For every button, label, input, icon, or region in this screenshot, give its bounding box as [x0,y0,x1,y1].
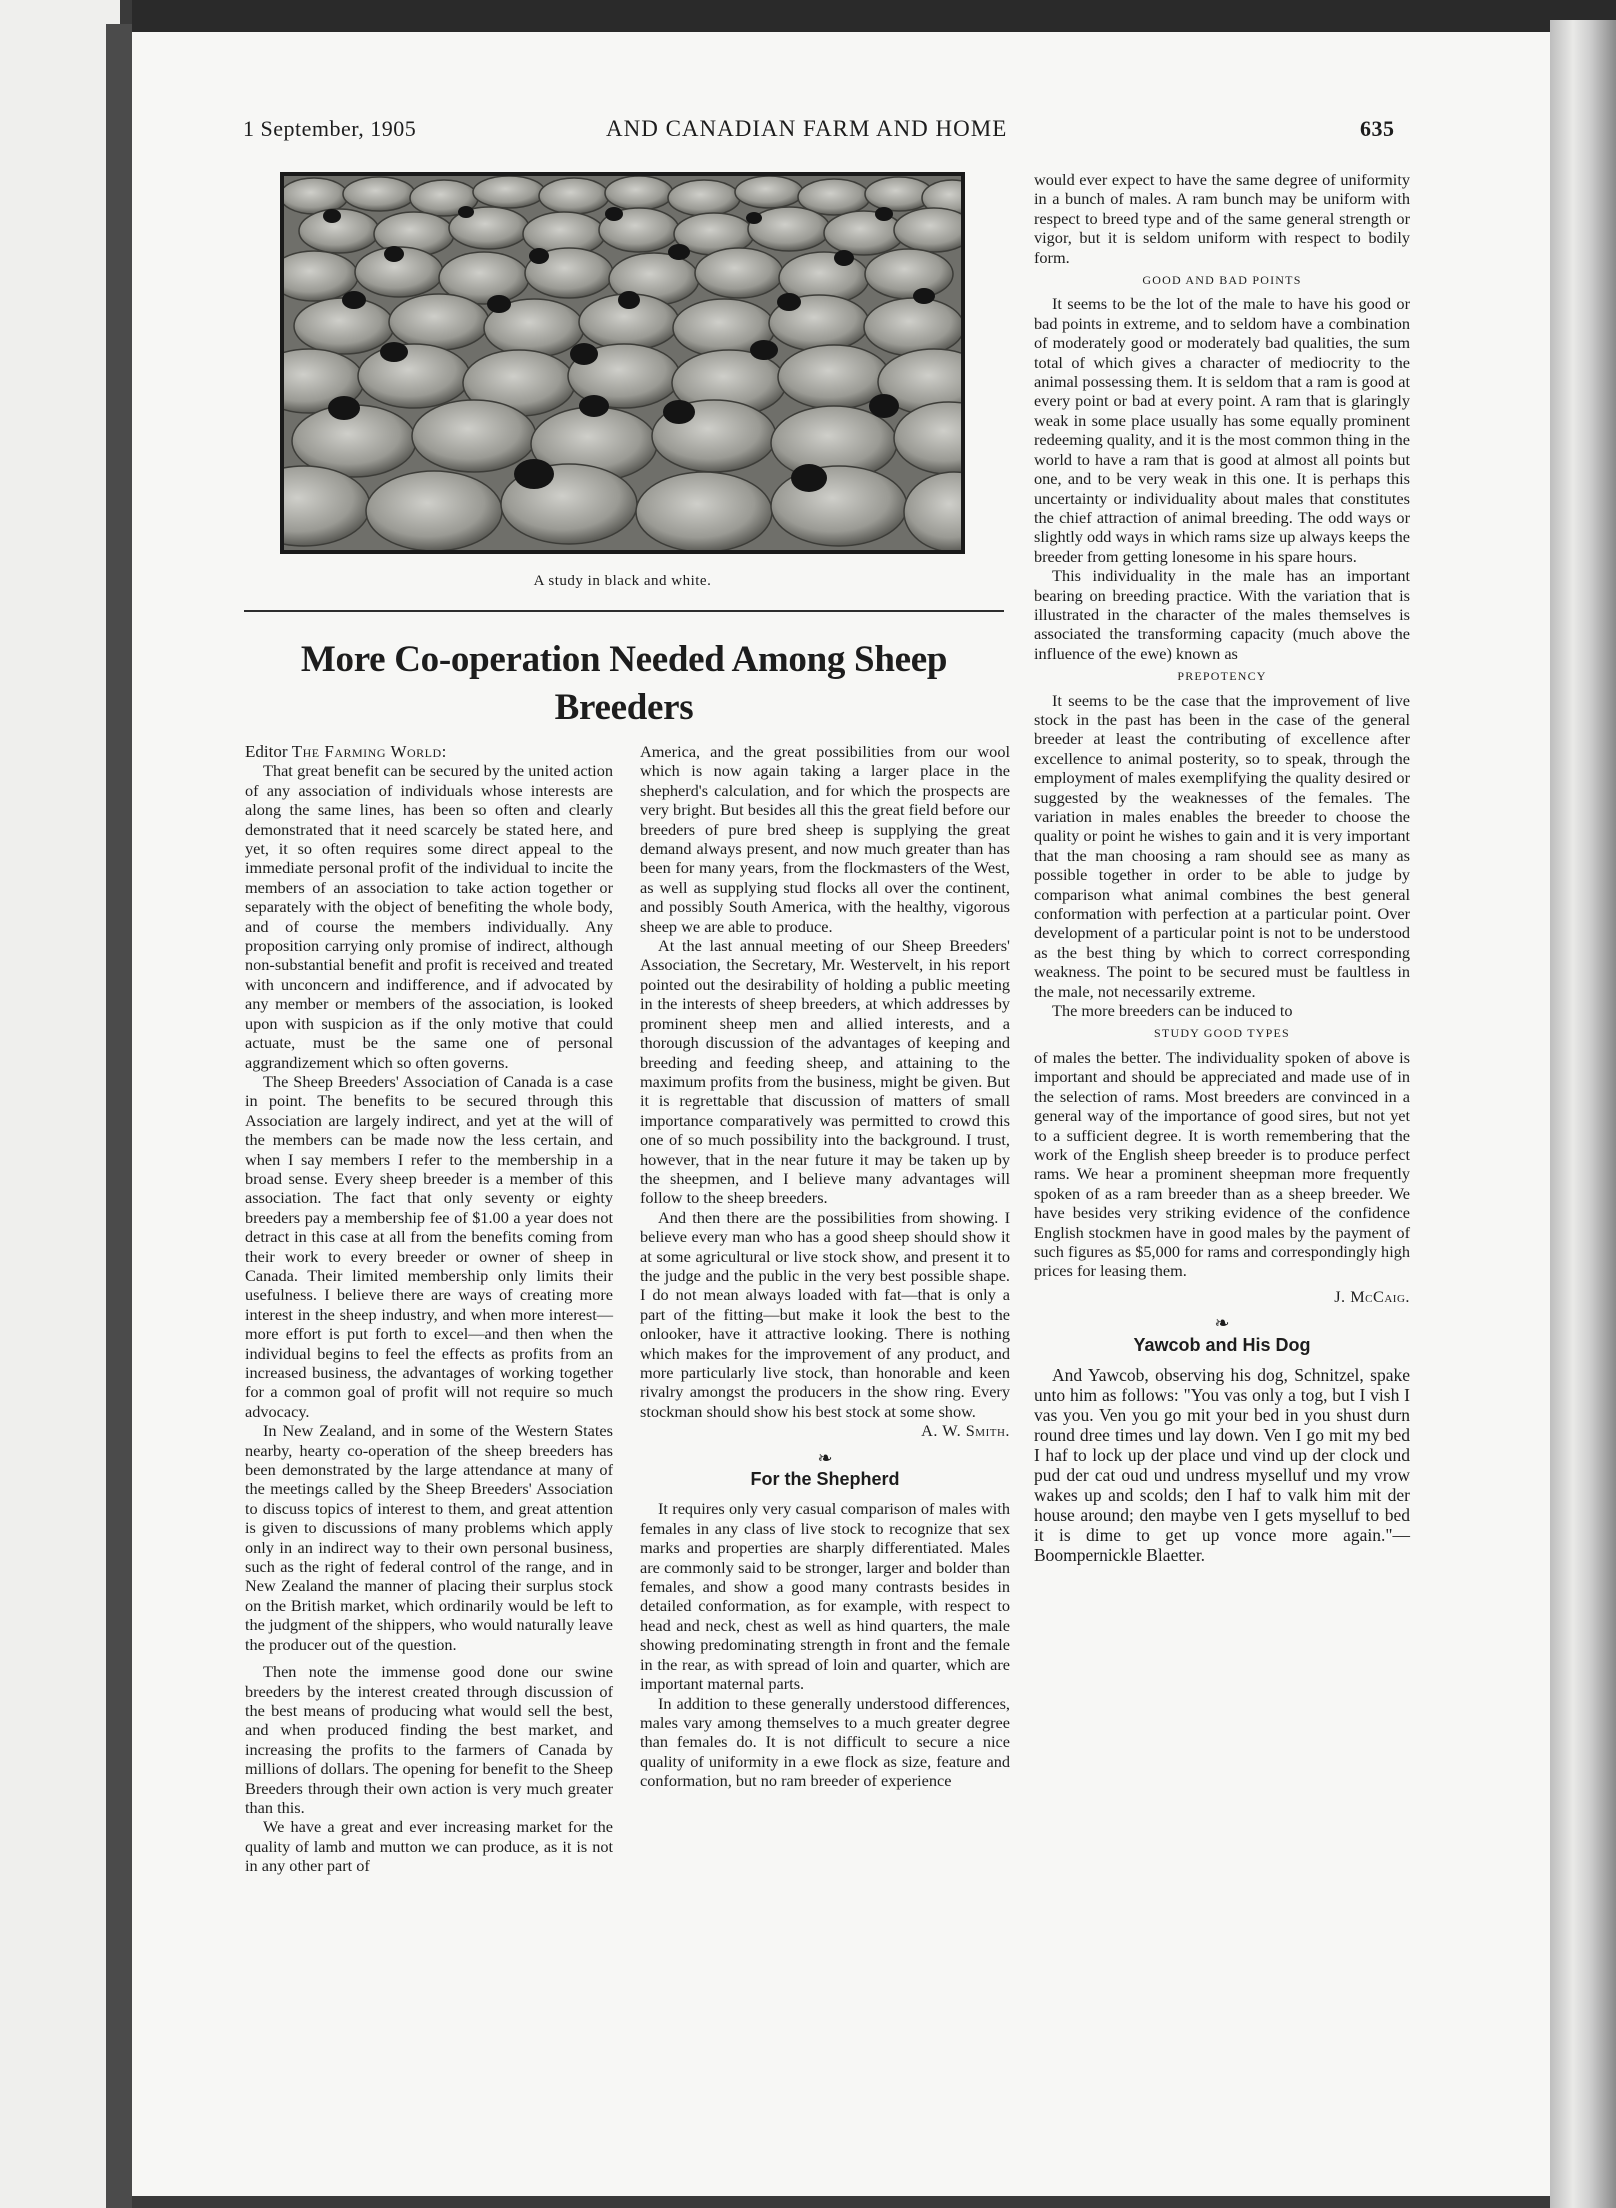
salutation-name: The Farming World: [291,742,447,761]
sheep-flock-photo [280,172,965,554]
salutation-prefix: Editor [245,742,288,761]
column-3 [1034,170,1410,1565]
paragraph: would ever expect to have the same degree of uniformity in a bunch of males. A ram bunch may be uniform with respect to breed type and of the same general strength or vigor, but it is seldom uniform with respect to bodily form. [1034,170,1410,267]
paragraph: America, and the great possibilities from our wool which is now again taking a larger place in the shepherd's calculation, and for which the prospects are very bright. But besides all this the great field before our breeders of pure bred sheep is supplying the great demand always present, and now much greater than has been for many years, from the flockmasters of the West, as well as supplying stud flocks all over the continent, and possibly South America, with the healthy, vigorous sheep we are able to produce. [640,742,1010,936]
shepherd-title: For the Shepherd [750,1469,900,1490]
yawcob-title: Yawcob and His Dog [1133,1334,1311,1355]
paragraph: That great benefit can be secured by the united action of any association of individuals whose interests are along the same lines, has been so often and clearly demonstrated that it need scarcely be stated here, and yet, it so often requires some direct appeal to the immediate personal profit of the individual to incite the members of an association to take action together or separately with the object of benefiting the whole body, and of course the members individually. Any proposition carrying only promise of indirect, although non-substantial benefit and profit is received and treated with unconcern and indifference, and if advocated by any member or members of the association, is looked upon with suspicion as if the only motive that could actuate, must be the same one of personal aggrandizement which so often governs. [245,761,613,1072]
paragraph: It requires only very casual comparison of males with females in any class of live stock to recognize that sex marks and properties are sharply differentiated. Males are commonly said to be stronger, larger and bolder than females, and show a good many contrasts besides in detailed conformation, as for example, with respect to head and neck, chest as well as hind quarters, the male showing predominating strength in front and the female in the rear, as with spread of loin and quarter, which are important maternal parts. [640,1499,1010,1694]
article-headline: More Co-operation Needed Among Sheep Breeders [300,639,948,728]
paragraph: In addition to these generally understood differences, males vary among themselves to a much greater degree than females do. It is not difficult to secure a nice quality of uniformity in a ewe flock as size, feature and conformation, but no ram breeder of experience [640,1693,1010,1791]
subhead-study-good-types: STUDY GOOD TYPES [1154,1026,1290,1041]
running-head-date: 1 September, 1905 [243,116,417,141]
subhead-good-bad-points: GOOD AND BAD POINTS [1142,273,1302,288]
fleuron-icon: ❧ [1214,1313,1230,1334]
column-2 [640,742,1010,1791]
paragraph: It seems to be the case that the improvement of live stock in the past has been in the case of the general breeder at least the contributing of excellence after excellence to animal posterity, so to speak, through the employment of males exemplifying the quality desired or suggested by the weaknesses of the females. The variation in males enables the breeder to choose the quality or point he wishes to gain and it is very important that the man choosing a ram should see as many as possible together in order to be able to judge by comparison what animal combines the best general conformation with perfection at a particular point. Over development of a particular point is not to be understood as the best thing by which to correct corresponding weakness. The point to be secured must be faultless in the male, not necessarily extreme. [1034,690,1410,1001]
column-1 [245,742,613,1876]
paragraph: This individuality in the male has an important bearing on breeding practice. With the variation that is illustrated in the character of the males themselves is associated the transforming capacity (much above the influence of the ewe) known as [1034,566,1410,663]
paragraph: The Sheep Breeders' Association of Canada is a case in point. The benefits to be secured through this Association are largely indirect, and yet at the will of the members can be made now the less certain, and when I say members I refer to the membership in a broad sense. Every sheep breeder is a member of this association. The fact that only seventy or eighty breeders pay a membership fee of $1.00 a year does not detract in this case at all from the benefits coming from their work to every breeder or owner of sheep in Canada. Their limited membership only limits their usefulness. I believe there are ways of creating more interest in the sheep industry, and when more interest—more effort is put forth to excel—and then when the individual begins to feel the effects as profits from an increased business, the advantages of working together for a common goal of profit will not require so much advocacy. [245,1071,613,1421]
signature-smith: A. W. Smith. [921,1421,1010,1441]
paragraph: At the last annual meeting of our Sheep Breeders' Association, the Secretary, Mr. Westervelt, in his report pointed out the desirability of holding a public meeting in the interests of sheep breeders, at which addresses by prominent sheep men and allied interests, and a thorough discussion of the advantages of keeping and breeding and feeding sheep, and attaining to the maximum profits from the business, might be given. But it is regrettable that discussion of matters of small importance comparatively was permitted to crowd this one of so much possibility into the background. I trust, however, that in the near future it may be taken up by the sheepmen, and I believe many advantages will follow to the sheep breeders. [640,936,1010,1208]
paragraph: Then note the immense good done our swine breeders by the interest created through discussion of the best means of producing what would sell the best, and when produced finding the best market, and increasing the profits to the farmers of Canada by millions of dollars. The opening for benefit to the Sheep Breeders through their own action is very much greater than this. [245,1662,613,1817]
paragraph: We have a great and ever increasing market for the quality of lamb and mutton we can produce, as it is not in any other part of [245,1817,613,1876]
paragraph: It seems to be the lot of the male to have his good or bad points in extreme, and to seldom have a combination of moderately good or moderately bad qualities, the sum total of which gives a character of mediocrity to the animal possessing them. It is seldom that a ram is good at every point or bad at every point. A ram that is glaringly weak in some place usually has some equally prominent redeeming quality, and it is the most common thing in the world to have a ram that is good at almost all points but one, and to be very weak in this one. It is perhaps this uncertainty or individuality about males that constitutes the chief attraction of animal breeding. The odd ways or slightly odd ways in which rams size up always keeps the breeder from getting lonesome in his spare hours. [1034,294,1410,566]
page-number: 635 [1360,116,1395,141]
signature-mccaig: J. McCaig. [1334,1286,1410,1306]
paragraph: In New Zealand, and in some of the Western States nearby, hearty co-operation of the sheep breeders has been demonstrated by the large attendance at many of the meetings called by the Sheep Breeders' Association to discuss topics of interest to them, and great attention is given to discussions of many problems which apply only in an indirect way to their own personal business, such as the right of federal control of the range, and in New Zealand the manner of placing their surplus stock on the British market, which ordinarily would be left to the judgment of the shippers, who would naturally leave the producer out of the question. [245,1421,613,1654]
sheep-flock-image [284,176,961,550]
paragraph: And Yawcob, observing his dog, Schnitzel, spake unto him as follows: "You vas only a tog, but I vish I vas you. Ven you go mit your bed in you shust durn round dree times und lay down. Ven I go mit my bed I haf to lock up der place und vind up der clock und pud der cat oud und undress myselluf und my vrow wakes up and scolds; den I haf to valk him mit der house around; den maybe ven I gets myselluf to bed it is dime to get up vonce more again."—Boompernickle Blaetter. [1034,1364,1410,1565]
paragraph: The more breeders can be induced to [1052,1001,1293,1021]
salutation [245,742,613,761]
scan-background [132,0,1616,32]
page-stack-edge [1550,20,1616,2208]
photo-caption: A study in black and white. [533,573,712,589]
facing-page-edge [0,0,120,2208]
fleuron-icon: ❧ [817,1447,833,1468]
paragraph: And then there are the possibilities from showing. I believe every man who has a good sheep should show it at some agricultural or live stock show, and present it to the judge and the public in the very best possible shape. I do not mean always loaded with fat—that is only a part of the fitting—but make it look the best to the onlooker, have it attractive looking. There is nothing which makes for the improvement of any product, and more particularly live stock, than honorable and keen rivalry amongst the producers in the show ring. Every stockman should show his best stock at some show. [640,1207,1010,1421]
subhead-prepotency: PREPOTENCY [1177,669,1267,684]
gutter-shadow [106,24,132,2208]
section-divider [244,610,1004,612]
running-head-title: AND CANADIAN FARM AND HOME [606,116,1008,141]
paragraph: of males the better. The individuality spoken of above is important and should be appreciated and made use of in the selection of rams. Most breeders are convinced in a general way of the importance of good sires, but not yet to a sufficient degree. It is worth remembering that the work of the English sheep breeder is to produce perfect rams. We hear a prominent sheepman more frequently spoken of as a ram breeder than as a sheep breeder. We have besides very striking evidence of the confidence English stockmen have in good males by the payment of such figures as $5,000 for rams and correspondingly high prices for leasing them. [1034,1047,1410,1281]
